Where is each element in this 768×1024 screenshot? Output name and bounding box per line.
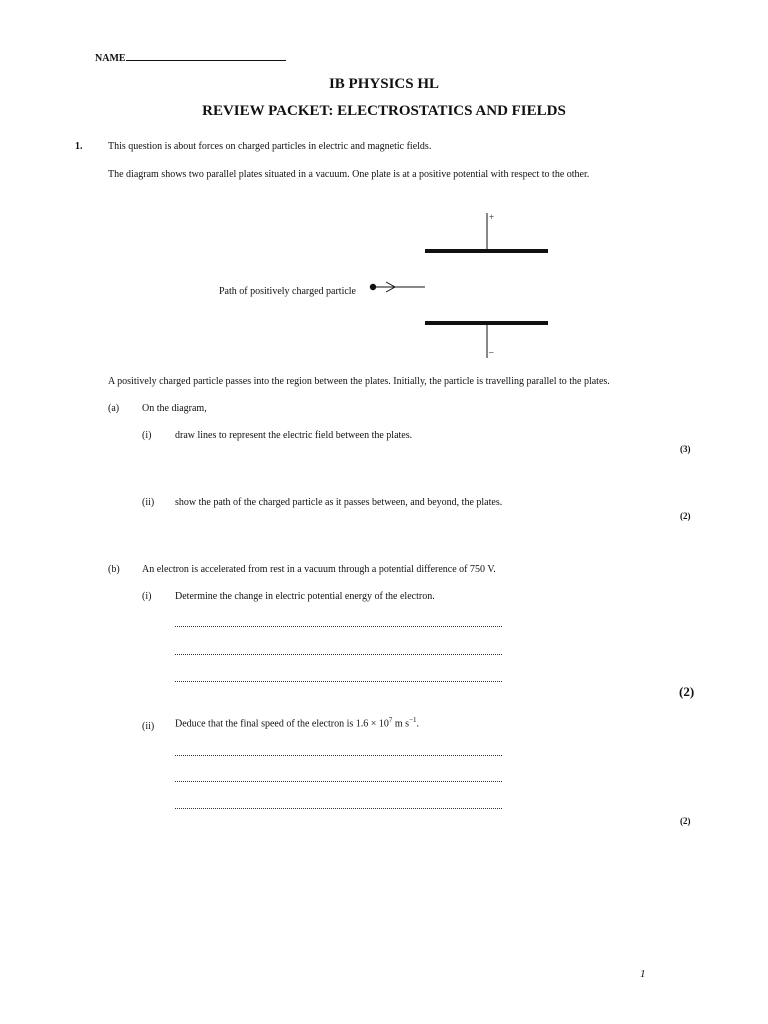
part-a-ii-label: (ii)	[142, 497, 155, 508]
part-b-text: An electron is accelerated from rest in a vacuum through a potential difference of 750 V.	[142, 564, 496, 575]
answer-line[interactable]	[175, 681, 502, 682]
answer-line[interactable]	[175, 654, 502, 655]
part-b-label: (b)	[108, 564, 120, 575]
name-line[interactable]	[126, 51, 286, 61]
part-a-text: On the diagram,	[142, 403, 207, 414]
part-b-ii-text	[175, 716, 419, 729]
page-subtitle: REVIEW PACKET: ELECTROSTATICS AND FIELDS	[202, 103, 566, 119]
part-b-ii-label: (ii)	[142, 721, 155, 732]
minus-sign: –	[489, 347, 494, 357]
question-context: A positively charged particle passes into the region between the plates. Initially, the particle is travelling parallel to the plates.	[108, 376, 610, 387]
part-b-ii-text-before: Deduce that the final speed of the electron is 1.6 × 10	[175, 718, 389, 730]
question-intro: This question is about forces on charged particles in electric and magnetic fields.	[108, 141, 432, 152]
part-b-ii-unit: m s	[392, 718, 410, 730]
exponent-minus-1: −1	[409, 716, 417, 724]
answer-line[interactable]	[175, 808, 502, 809]
part-b-i-marks: (2)	[679, 684, 695, 699]
part-a-i-marks: (3)	[680, 444, 691, 454]
part-a-i-text: draw lines to represent the electric field between the plates.	[175, 430, 413, 441]
answer-line[interactable]	[175, 626, 502, 627]
part-a-i-label: (i)	[142, 430, 152, 441]
part-b-ii-marks: (2)	[680, 816, 691, 826]
page-title: IB PHYSICS HL	[328, 76, 440, 92]
name-field[interactable]	[95, 51, 286, 64]
particle-label: Path of positively charged particle	[219, 286, 356, 297]
answer-line[interactable]	[175, 755, 502, 756]
part-a-label: (a)	[108, 403, 120, 414]
answer-line[interactable]	[175, 781, 502, 782]
part-b-ii-period: .	[416, 718, 420, 730]
name-label: NAME	[95, 53, 126, 64]
charged-particle	[370, 284, 376, 290]
part-b-i-text: Determine the change in electric potential energy of the electron.	[175, 591, 435, 602]
part-a-ii-text: show the path of the charged particle as it passes between, and beyond, the plates.	[175, 497, 503, 508]
plus-sign: +	[489, 212, 495, 222]
parallel-plates-diagram	[0, 200, 768, 370]
exponent-7: 7	[388, 716, 393, 724]
part-b-i-label: (i)	[142, 591, 152, 602]
question-number: 1.	[75, 141, 83, 152]
page-number: 1	[640, 968, 646, 980]
part-a-ii-marks: (2)	[680, 511, 691, 521]
diagram-intro: The diagram shows two parallel plates situated in a vacuum. One plate is at a positive potential with respect to the other.	[108, 169, 590, 180]
